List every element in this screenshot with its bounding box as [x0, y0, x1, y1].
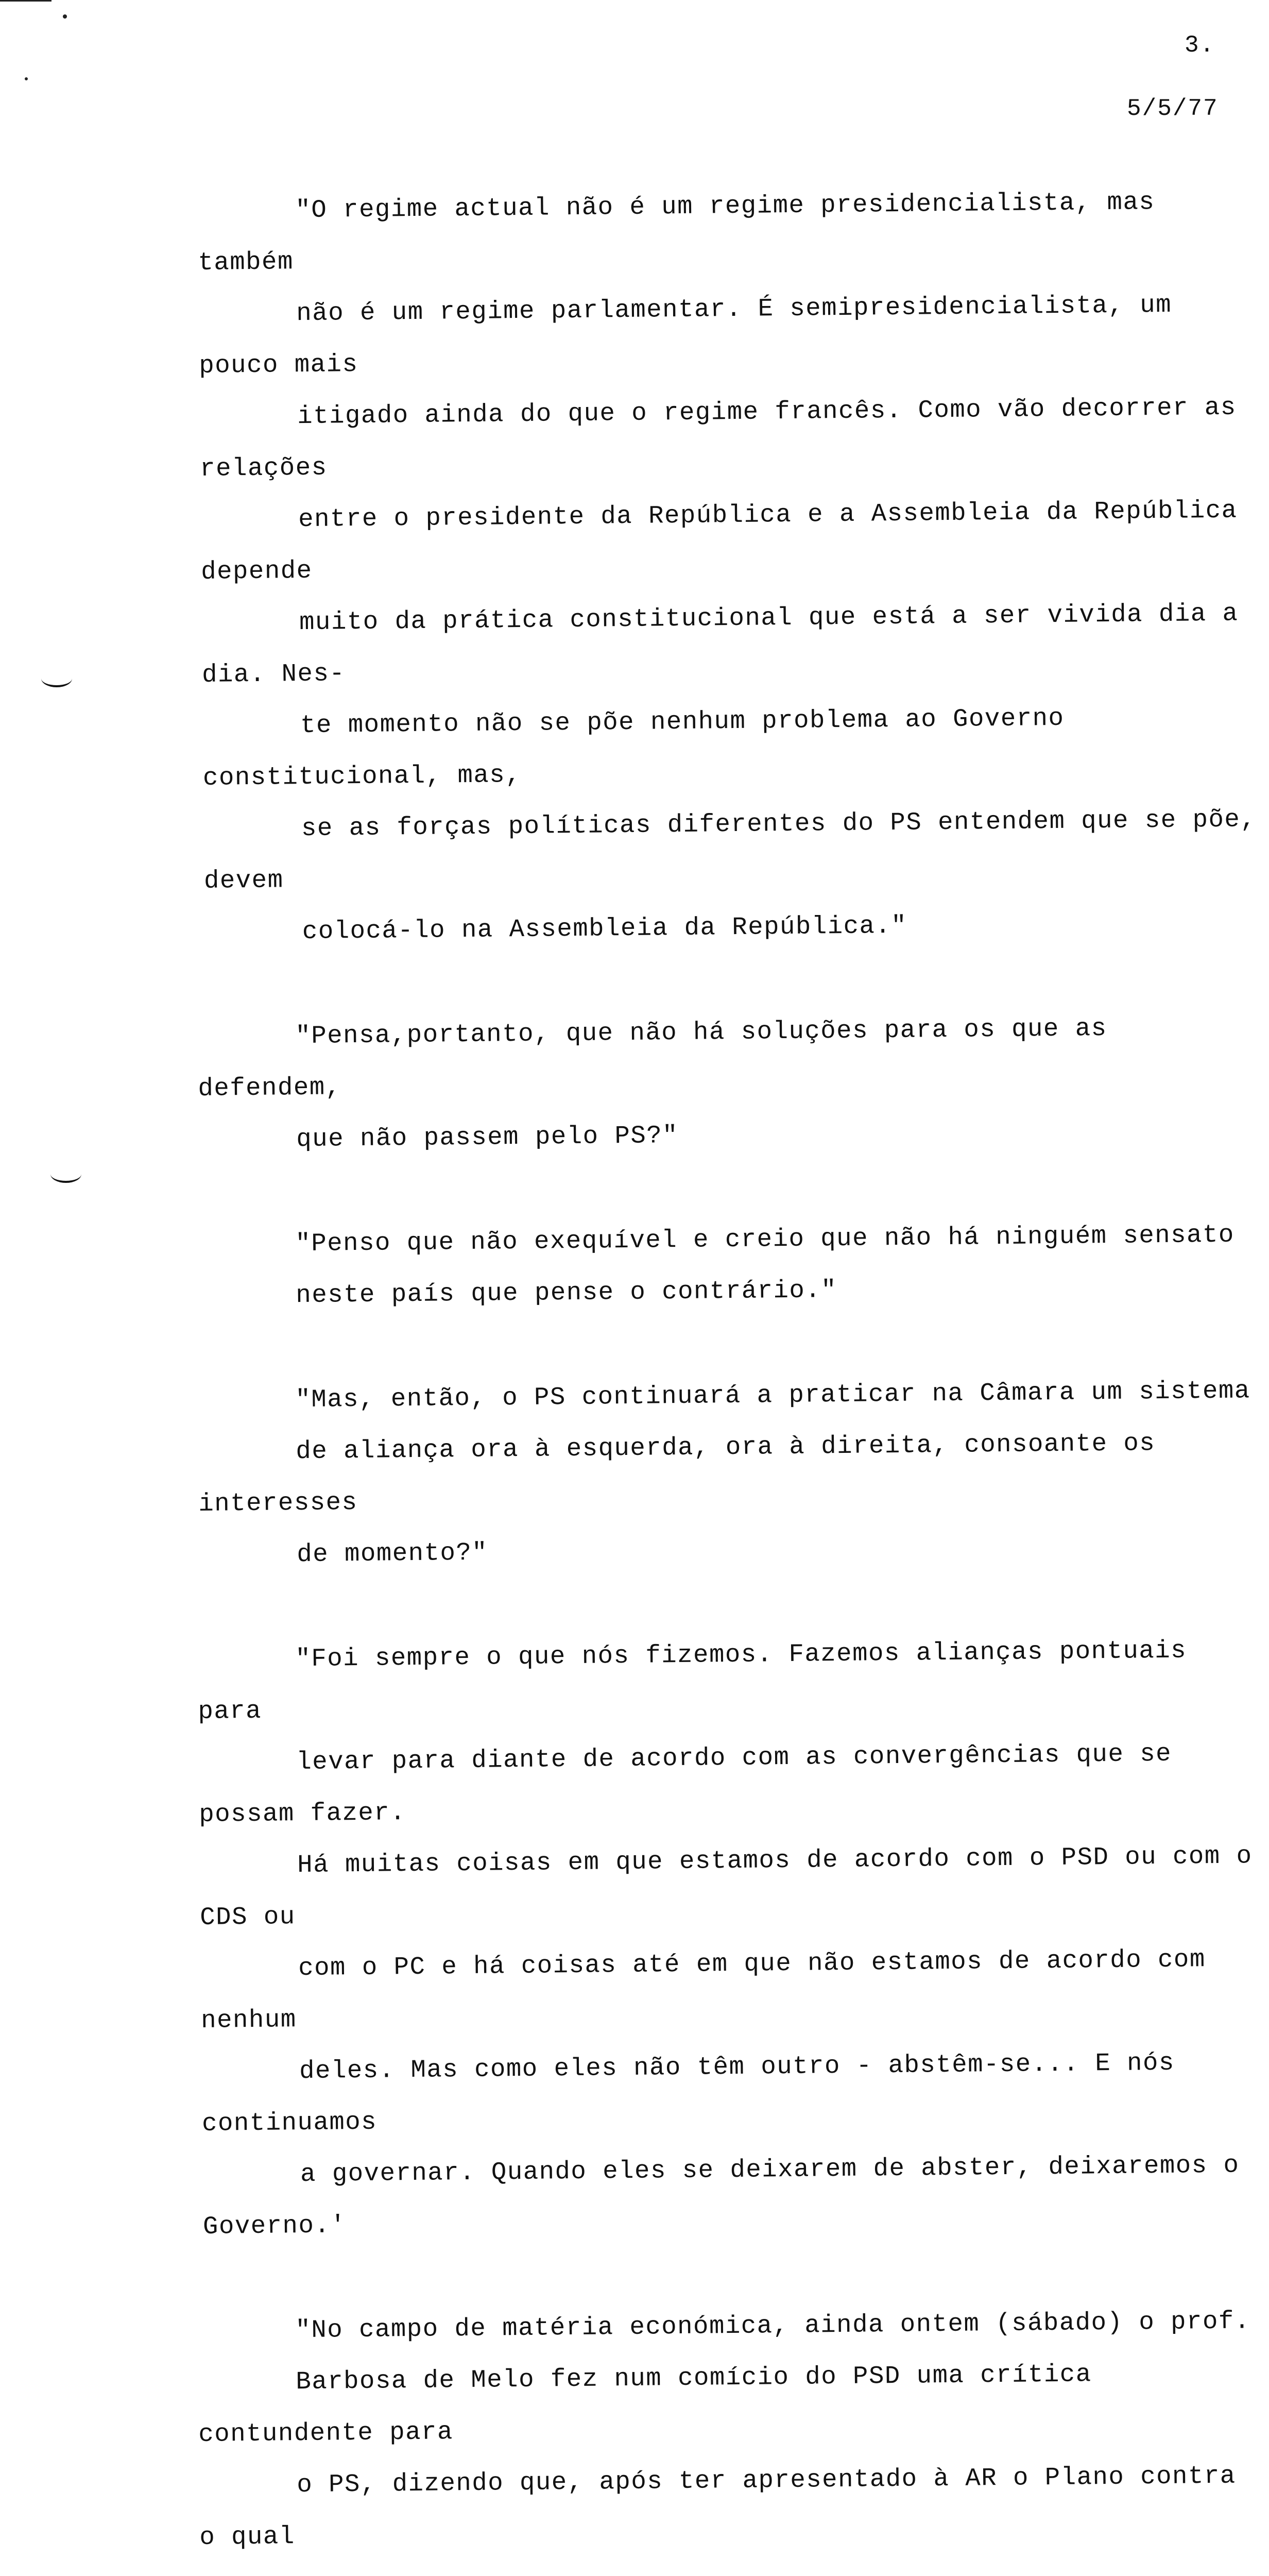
text-line: que não passem pelo PS?"	[296, 1121, 679, 1154]
text-line: não é um regime parlamentar. É semipresidencialista, um pouco mais	[199, 290, 1172, 380]
text-line: te momento não se põe nenhum problema ao Governo constitucional, mas,	[202, 703, 1065, 792]
text-line: "O regime actual não é um regime presidencialista, mas também	[198, 188, 1155, 277]
paragraph	[197, 175, 1265, 958]
margin-mark	[41, 670, 72, 687]
text-line: a governar. Quando eles se deixarem de abster, deixaremos o Governo.'	[202, 2150, 1240, 2241]
paragraph	[197, 1365, 1260, 1581]
paragraph	[197, 1001, 1260, 1166]
text-line: se as forças políticas diferentes do PS entendem que se põe, devem	[203, 805, 1257, 895]
text-line: "No campo de matéria económica, ainda ontem (sábado) o prof.	[295, 2307, 1250, 2345]
text-line: "Pensa,portanto, que não há soluções para os que as defendem,	[198, 1014, 1107, 1103]
margin-mark	[50, 1165, 81, 1183]
text-line: de momento?"	[297, 1538, 488, 1569]
paragraph	[197, 2295, 1261, 2563]
text-line: "Penso que não exequível e creio que não há ninguém sensato	[295, 1220, 1235, 1259]
paragraph	[197, 1209, 1259, 1322]
top-edge-rule	[0, 0, 52, 2]
text-line: levar para diante de acordo com as convergências que se possam fazer.	[199, 1739, 1172, 1829]
text-line: colocá-lo na Assembleia da República."	[302, 911, 907, 946]
scan-speck	[63, 14, 67, 19]
text-line: neste país que pense o contrário."	[296, 1276, 837, 1310]
text-line: deles. Mas como eles não têm outro - abstêm-se... E nós continuamos	[201, 2048, 1175, 2138]
page-date: 5/5/77	[1127, 95, 1219, 122]
text-line: "Mas, então, o PS continuará a praticar na Câmara um sistema	[295, 1376, 1250, 1415]
text-line: itigado ainda do que o regime francês. Como vão decorrer as relações	[200, 393, 1237, 483]
text-line: o PS, dizendo que, após ter apresentado à AR o Plano contra o qual	[199, 2461, 1236, 2552]
text-line: Barbosa de Melo fez num comício do PSD uma crítica contundente para	[198, 2360, 1092, 2449]
text-line: de aliança ora à esquerda, ora à direita, consoante os interesses	[198, 1429, 1156, 1518]
text-line: Há muitas coisas em que estamos de acordo com o PSD ou com o CDS ou	[200, 1841, 1253, 1932]
body-text	[197, 185, 1258, 2576]
page-number: 3.	[1185, 32, 1215, 59]
text-line: muito da prática constitucional que está a ser vivida dia a dia. Nes-	[201, 599, 1239, 689]
text-line: entre o presidente da República e a Assembleia da República depende	[200, 496, 1238, 586]
text-line: com o PC e há coisas até em que não estamos de acordo com nenhum	[200, 1945, 1206, 2035]
scan-speck	[25, 77, 28, 80]
text-line: "Foi sempre o que nós fizemos. Fazemos alianças pontuais para	[198, 1636, 1187, 1726]
paragraph	[197, 1624, 1264, 2252]
